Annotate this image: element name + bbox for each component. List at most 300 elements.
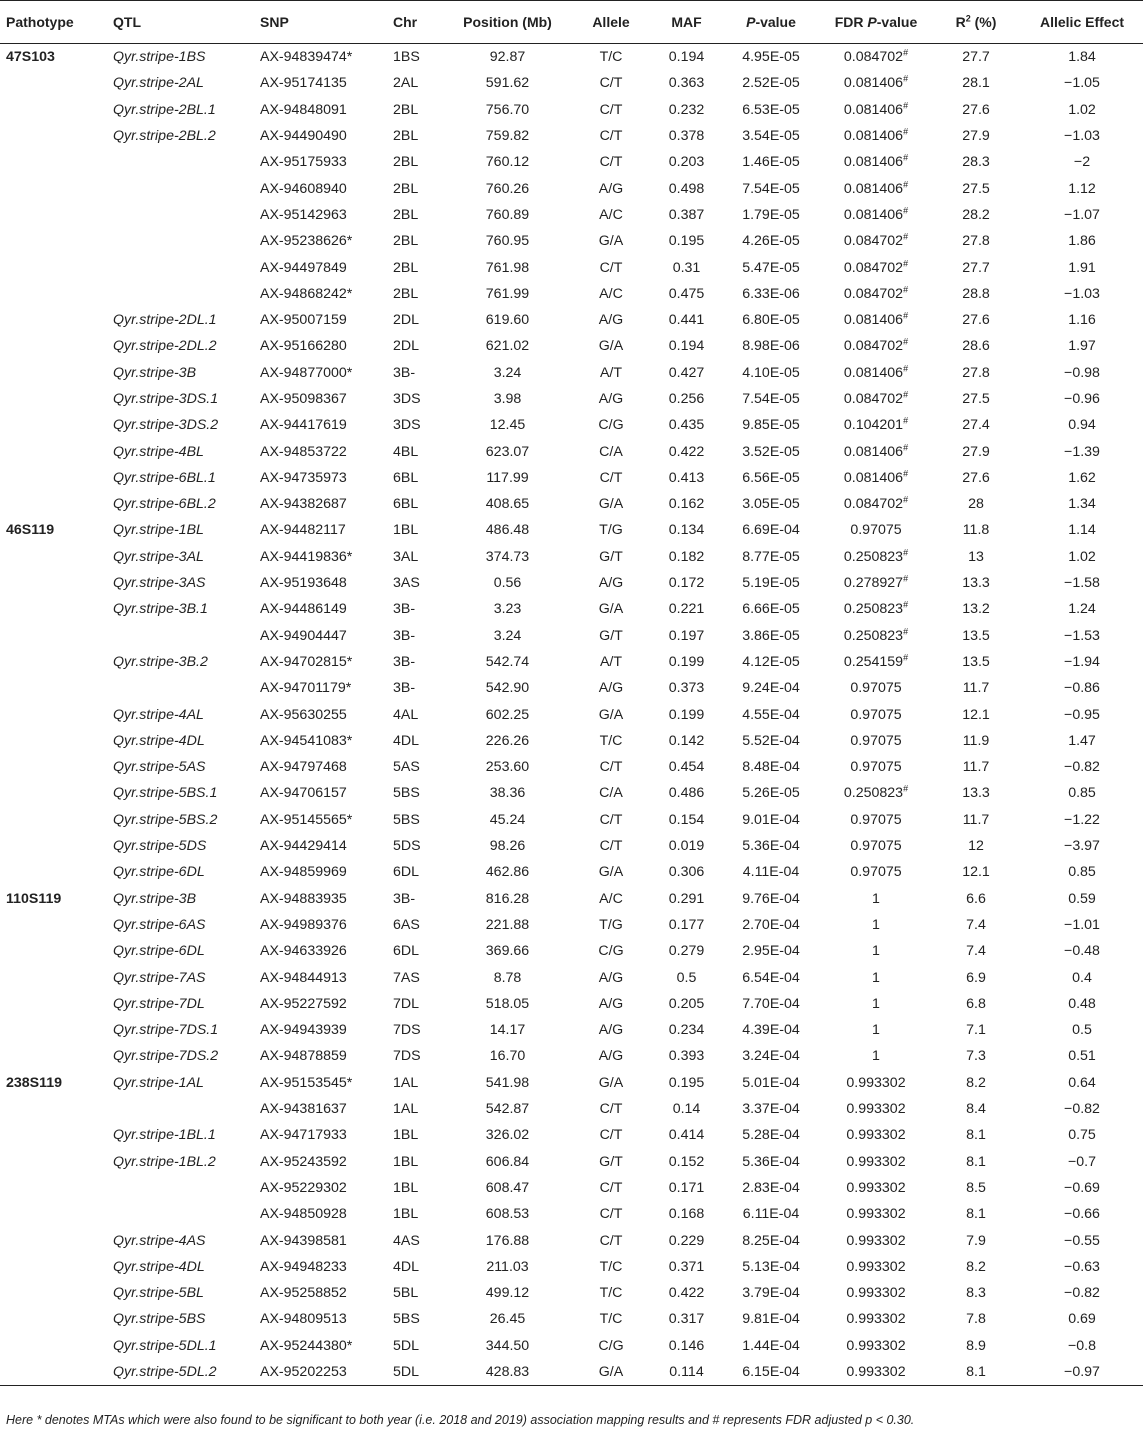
cell-allele-text: G/T bbox=[599, 548, 623, 565]
cell-allele bbox=[570, 517, 652, 543]
cell-fdr-text: 0.081406 bbox=[843, 312, 904, 329]
table-row bbox=[0, 938, 1143, 964]
cell-r2-text: 8.3 bbox=[966, 1285, 986, 1302]
cell-position bbox=[445, 1070, 570, 1096]
cell-position bbox=[445, 570, 570, 596]
cell-pvalue-text: 6.11E-04 bbox=[742, 1206, 800, 1223]
cell-snp-text: AX-94541083* bbox=[260, 732, 353, 749]
table-row bbox=[0, 228, 1143, 254]
cell-position bbox=[445, 517, 570, 543]
cell-qtl-text: Qyr.stripe-3B.1 bbox=[113, 601, 208, 618]
cell-snp-text: AX-94419836* bbox=[260, 548, 353, 565]
cell-fdr bbox=[821, 281, 931, 307]
cell-fdr-text: 0.081406 bbox=[843, 364, 904, 381]
cell-snp-text: AX-94878859 bbox=[260, 1048, 347, 1065]
cell-snp-text: AX-95630255 bbox=[260, 706, 347, 723]
cell-allele-text: C/T bbox=[599, 154, 623, 171]
cell-maf bbox=[652, 1148, 721, 1174]
table-row bbox=[0, 1359, 1143, 1386]
cell-qtl bbox=[109, 1096, 256, 1122]
cell-position bbox=[445, 123, 570, 149]
cell-position-text: 542.87 bbox=[485, 1101, 530, 1118]
cell-allele bbox=[570, 807, 652, 833]
cell-chr-text: 6BL bbox=[393, 469, 419, 486]
cell-maf bbox=[652, 491, 721, 517]
cell-snp-text: AX-95202253 bbox=[260, 1363, 347, 1380]
cell-qtl-text: Qyr.stripe-5BL bbox=[113, 1285, 204, 1302]
cell-qtl bbox=[109, 438, 256, 464]
cell-r2-text: 27.8 bbox=[962, 233, 990, 250]
cell-r2-text: 7.4 bbox=[966, 916, 986, 933]
cell-qtl bbox=[109, 1175, 256, 1201]
cell-qtl-text: Qyr.stripe-3DS.2 bbox=[113, 417, 219, 434]
cell-allele bbox=[570, 1306, 652, 1332]
cell-fdr bbox=[821, 991, 931, 1017]
cell-pvalue bbox=[721, 149, 821, 175]
cell-allele-text: A/T bbox=[599, 653, 623, 670]
cell-position bbox=[445, 360, 570, 386]
cell-position-text: 408.65 bbox=[485, 496, 530, 513]
cell-fdr bbox=[821, 833, 931, 859]
cell-allele-text: C/G bbox=[598, 943, 624, 960]
cell-pvalue bbox=[721, 1227, 821, 1253]
cell-allele bbox=[570, 1280, 652, 1306]
cell-pathotype bbox=[0, 623, 109, 649]
cell-chr-text: 5DL bbox=[393, 1337, 420, 1354]
cell-qtl-text: Qyr.stripe-5BS.1 bbox=[113, 785, 218, 802]
cell-qtl bbox=[109, 1122, 256, 1148]
cell-position bbox=[445, 44, 570, 71]
cell-maf bbox=[652, 623, 721, 649]
cell-maf-text: 0.199 bbox=[668, 653, 705, 670]
cell-chr-text: 3B- bbox=[393, 627, 416, 644]
cell-maf-text: 0.168 bbox=[668, 1206, 705, 1223]
cell-snp-text: AX-95229302 bbox=[260, 1179, 347, 1196]
table-row bbox=[0, 1017, 1143, 1043]
cell-maf-text: 0.019 bbox=[668, 838, 705, 855]
cell-snp bbox=[256, 97, 389, 123]
cell-chr-text: 3DS bbox=[393, 391, 421, 407]
table-row bbox=[0, 833, 1143, 859]
cell-allele-text: A/G bbox=[598, 995, 624, 1012]
cell-pvalue-text: 3.37E-04 bbox=[742, 1101, 800, 1118]
cell-maf-text: 0.197 bbox=[668, 627, 705, 644]
cell-position-text: 760.89 bbox=[485, 206, 530, 223]
cell-allele-text: C/G bbox=[598, 1337, 624, 1354]
cell-allele bbox=[570, 360, 652, 386]
cell-allelic-effect-text: 1.84 bbox=[1068, 49, 1096, 66]
cell-r2-text: 28.3 bbox=[962, 154, 990, 171]
cell-fdr-text: 0.993302 bbox=[846, 1153, 906, 1170]
cell-maf-text: 0.427 bbox=[668, 364, 705, 381]
cell-r2-text: 27.6 bbox=[962, 101, 990, 118]
cell-pvalue bbox=[721, 886, 821, 912]
cell-fdr bbox=[821, 307, 931, 333]
cell-pathotype-text: 238S119 bbox=[6, 1074, 63, 1091]
cell-pvalue bbox=[721, 1333, 821, 1359]
cell-position bbox=[445, 780, 570, 806]
cell-chr bbox=[389, 517, 445, 543]
cell-fdr-text: 0.97075 bbox=[850, 706, 902, 723]
cell-allele bbox=[570, 386, 652, 412]
cell-maf-text: 0.435 bbox=[668, 417, 705, 434]
cell-qtl bbox=[109, 1017, 256, 1043]
cell-pathotype bbox=[0, 1359, 109, 1386]
cell-position bbox=[445, 1175, 570, 1201]
cell-allelic-effect bbox=[1021, 44, 1143, 71]
cell-chr-text: 2DL bbox=[393, 312, 420, 329]
cell-position-text: 176.88 bbox=[485, 1232, 530, 1249]
cell-pathotype bbox=[0, 1333, 109, 1359]
cell-r2 bbox=[931, 1096, 1021, 1122]
cell-fdr bbox=[821, 1175, 931, 1201]
cell-position-text: 16.70 bbox=[489, 1048, 526, 1065]
cell-pvalue-text: 3.79E-04 bbox=[742, 1285, 800, 1302]
cell-allelic-effect bbox=[1021, 1175, 1143, 1201]
cell-position-text: 38.36 bbox=[489, 785, 526, 802]
table-row bbox=[0, 728, 1143, 754]
cell-pvalue bbox=[721, 70, 821, 96]
cell-r2 bbox=[931, 675, 1021, 701]
cell-fdr bbox=[821, 44, 931, 71]
cell-allelic-effect-text: 0.5 bbox=[1072, 1022, 1092, 1039]
cell-r2-text: 6.6 bbox=[966, 890, 986, 907]
cell-snp-text: AX-95007159 bbox=[260, 312, 347, 329]
cell-pathotype bbox=[0, 149, 109, 175]
cell-qtl-text: Qyr.stripe-4AS bbox=[113, 1232, 206, 1249]
cell-position bbox=[445, 1280, 570, 1306]
cell-snp bbox=[256, 412, 389, 438]
cell-pvalue bbox=[721, 44, 821, 71]
cell-allelic-effect bbox=[1021, 281, 1143, 307]
cell-allele-text: G/A bbox=[598, 496, 624, 513]
fdr-hash-marker: # bbox=[903, 415, 909, 426]
table-row bbox=[0, 202, 1143, 228]
cell-fdr-text: 0.993302 bbox=[846, 1258, 906, 1275]
table-row bbox=[0, 97, 1143, 123]
cell-fdr-text: 1 bbox=[872, 1022, 880, 1039]
cell-qtl-text: Qyr.stripe-6AS bbox=[113, 916, 206, 933]
cell-fdr-text: 0.97075 bbox=[850, 732, 902, 749]
cell-r2 bbox=[931, 254, 1021, 280]
cell-snp-text: AX-94608940 bbox=[260, 180, 347, 197]
cell-allelic-effect bbox=[1021, 675, 1143, 701]
cell-fdr bbox=[821, 333, 931, 359]
cell-chr-text: 3B- bbox=[393, 680, 416, 697]
cell-fdr-text: 0.993302 bbox=[846, 1363, 906, 1380]
cell-pvalue bbox=[721, 254, 821, 280]
cell-fdr-text: 0.081406 bbox=[843, 443, 904, 460]
cell-allele-text: T/C bbox=[599, 1311, 623, 1328]
cell-maf bbox=[652, 1122, 721, 1148]
cell-pathotype bbox=[0, 281, 109, 307]
header-pvalue-rest: -value bbox=[755, 14, 796, 30]
cell-allelic-effect bbox=[1021, 1306, 1143, 1332]
cell-pathotype bbox=[0, 807, 109, 833]
cell-pvalue bbox=[721, 360, 821, 386]
cell-fdr-text: 1 bbox=[872, 943, 880, 960]
cell-r2-text: 7.1 bbox=[966, 1022, 986, 1039]
cell-chr-text: 6DL bbox=[393, 864, 420, 881]
cell-snp-text: AX-94848091 bbox=[260, 101, 347, 118]
cell-allele-text: A/G bbox=[598, 391, 624, 407]
cell-chr bbox=[389, 964, 445, 990]
cell-qtl bbox=[109, 807, 256, 833]
cell-qtl bbox=[109, 675, 256, 701]
cell-snp-text: AX-95227592 bbox=[260, 995, 347, 1012]
cell-maf-text: 0.291 bbox=[668, 890, 705, 907]
cell-allelic-effect-text: −0.97 bbox=[1064, 1363, 1100, 1380]
cell-position-text: 760.12 bbox=[485, 154, 530, 171]
cell-fdr-text: 0.97075 bbox=[850, 864, 902, 881]
cell-pvalue-text: 3.52E-05 bbox=[742, 443, 800, 460]
cell-fdr bbox=[821, 517, 931, 543]
table-row bbox=[0, 649, 1143, 675]
cell-chr-text: 2BL bbox=[393, 128, 419, 145]
cell-chr bbox=[389, 1254, 445, 1280]
cell-allele bbox=[570, 859, 652, 885]
cell-r2 bbox=[931, 1227, 1021, 1253]
cell-position-text: 3.24 bbox=[493, 364, 522, 381]
cell-pvalue bbox=[721, 570, 821, 596]
cell-fdr-text: 0.250823 bbox=[843, 627, 904, 644]
header-r2-base: R bbox=[955, 14, 966, 30]
cell-pathotype bbox=[0, 517, 109, 543]
cell-maf-text: 0.373 bbox=[668, 680, 705, 697]
cell-chr bbox=[389, 649, 445, 675]
cell-chr-text: 5BS bbox=[393, 1311, 420, 1328]
cell-allelic-effect bbox=[1021, 754, 1143, 780]
cell-r2 bbox=[931, 97, 1021, 123]
cell-snp bbox=[256, 701, 389, 727]
cell-pvalue bbox=[721, 964, 821, 990]
cell-allelic-effect-text: −0.66 bbox=[1064, 1206, 1100, 1223]
cell-chr-text: 4AL bbox=[393, 706, 419, 723]
cell-position-text: 3.24 bbox=[493, 627, 522, 644]
cell-allelic-effect bbox=[1021, 1254, 1143, 1280]
cell-allele bbox=[570, 123, 652, 149]
cell-r2 bbox=[931, 123, 1021, 149]
cell-allelic-effect bbox=[1021, 202, 1143, 228]
cell-snp bbox=[256, 254, 389, 280]
cell-position-text: 621.02 bbox=[485, 338, 530, 355]
cell-pvalue bbox=[721, 1359, 821, 1386]
fdr-hash-marker: # bbox=[903, 652, 909, 663]
cell-position-text: 369.66 bbox=[485, 943, 530, 960]
cell-allele-text: T/C bbox=[599, 49, 623, 66]
cell-chr bbox=[389, 491, 445, 517]
cell-maf-text: 0.195 bbox=[668, 233, 705, 250]
header-allele: Allele bbox=[570, 1, 652, 44]
cell-chr-text: 6BL bbox=[393, 496, 419, 513]
cell-qtl-text: Qyr.stripe-1BL.1 bbox=[113, 1127, 216, 1144]
cell-allelic-effect bbox=[1021, 517, 1143, 543]
cell-chr bbox=[389, 281, 445, 307]
cell-chr bbox=[389, 438, 445, 464]
cell-snp-text: AX-94809513 bbox=[260, 1311, 347, 1328]
cell-qtl bbox=[109, 123, 256, 149]
cell-fdr bbox=[821, 1201, 931, 1227]
cell-allelic-effect-text: −1.07 bbox=[1064, 206, 1100, 223]
cell-fdr-text: 0.081406 bbox=[843, 154, 904, 171]
cell-maf-text: 0.5 bbox=[676, 969, 697, 986]
cell-fdr bbox=[821, 938, 931, 964]
cell-position-text: 542.90 bbox=[485, 680, 530, 697]
cell-chr bbox=[389, 1017, 445, 1043]
cell-maf-text: 0.146 bbox=[668, 1337, 705, 1354]
cell-chr bbox=[389, 70, 445, 96]
cell-maf bbox=[652, 333, 721, 359]
cell-snp bbox=[256, 1096, 389, 1122]
cell-pathotype bbox=[0, 175, 109, 201]
cell-allelic-effect-text: 0.51 bbox=[1068, 1048, 1096, 1065]
cell-position-text: 602.25 bbox=[485, 706, 530, 723]
cell-allelic-effect-text: −0.55 bbox=[1064, 1232, 1100, 1249]
cell-snp-text: AX-95244380* bbox=[260, 1337, 353, 1354]
cell-position-text: 608.53 bbox=[485, 1206, 530, 1223]
cell-qtl bbox=[109, 754, 256, 780]
table-row bbox=[0, 517, 1143, 543]
cell-allele bbox=[570, 1043, 652, 1069]
cell-position-text: 623.07 bbox=[485, 443, 530, 460]
cell-allelic-effect bbox=[1021, 964, 1143, 990]
cell-maf-text: 0.142 bbox=[668, 732, 705, 749]
cell-fdr-text: 0.084702 bbox=[843, 496, 904, 513]
cell-allelic-effect bbox=[1021, 544, 1143, 570]
cell-r2-text: 7.9 bbox=[966, 1232, 986, 1249]
cell-maf-text: 0.182 bbox=[668, 548, 705, 565]
cell-r2 bbox=[931, 44, 1021, 71]
cell-maf bbox=[652, 1359, 721, 1386]
cell-snp-text: AX-94943939 bbox=[260, 1022, 347, 1039]
cell-chr bbox=[389, 675, 445, 701]
cell-qtl-text: Qyr.stripe-5DL.1 bbox=[113, 1337, 217, 1354]
cell-maf-text: 0.171 bbox=[668, 1179, 705, 1196]
cell-qtl bbox=[109, 149, 256, 175]
cell-r2 bbox=[931, 701, 1021, 727]
cell-pathotype bbox=[0, 1280, 109, 1306]
cell-pvalue bbox=[721, 1096, 821, 1122]
cell-pathotype bbox=[0, 1148, 109, 1174]
cell-pvalue-text: 8.25E-04 bbox=[742, 1232, 800, 1249]
cell-chr-text: 2BL bbox=[393, 154, 419, 171]
cell-allelic-effect-text: 0.75 bbox=[1068, 1127, 1096, 1144]
cell-chr bbox=[389, 938, 445, 964]
cell-r2-text: 11.9 bbox=[962, 732, 990, 749]
cell-fdr bbox=[821, 1333, 931, 1359]
cell-r2 bbox=[931, 886, 1021, 912]
cell-r2 bbox=[931, 386, 1021, 412]
cell-position-text: 462.86 bbox=[485, 864, 530, 881]
cell-allelic-effect-text: 1.24 bbox=[1068, 601, 1096, 618]
cell-allelic-effect-text: −2 bbox=[1073, 154, 1091, 171]
cell-position-text: 3.23 bbox=[493, 601, 522, 618]
cell-snp bbox=[256, 307, 389, 333]
cell-allele bbox=[570, 623, 652, 649]
cell-allelic-effect-text: 1.62 bbox=[1068, 469, 1096, 486]
cell-pvalue bbox=[721, 281, 821, 307]
cell-maf bbox=[652, 1280, 721, 1306]
cell-position bbox=[445, 228, 570, 254]
cell-snp bbox=[256, 886, 389, 912]
cell-allelic-effect bbox=[1021, 1096, 1143, 1122]
table-row bbox=[0, 412, 1143, 438]
cell-pvalue-text: 8.48E-04 bbox=[742, 759, 800, 776]
cell-maf-text: 0.306 bbox=[668, 864, 705, 881]
cell-allelic-effect bbox=[1021, 780, 1143, 806]
cell-fdr-text: 0.97075 bbox=[850, 838, 902, 855]
cell-pathotype bbox=[0, 465, 109, 491]
cell-snp bbox=[256, 1306, 389, 1332]
cell-r2-text: 27.8 bbox=[962, 364, 990, 381]
cell-position bbox=[445, 412, 570, 438]
cell-snp bbox=[256, 1175, 389, 1201]
cell-position-text: 816.28 bbox=[485, 890, 530, 907]
cell-chr-text: 5DL bbox=[393, 1363, 420, 1380]
table-row bbox=[0, 123, 1143, 149]
table-row bbox=[0, 754, 1143, 780]
cell-qtl bbox=[109, 491, 256, 517]
cell-maf bbox=[652, 1227, 721, 1253]
cell-snp-text: AX-95243592 bbox=[260, 1153, 347, 1170]
cell-allele bbox=[570, 1175, 652, 1201]
cell-qtl-text: Qyr.stripe-6DL bbox=[113, 943, 205, 960]
cell-allele bbox=[570, 1070, 652, 1096]
cell-fdr bbox=[821, 596, 931, 622]
cell-pvalue bbox=[721, 491, 821, 517]
cell-position-text: 499.12 bbox=[485, 1285, 530, 1302]
cell-snp bbox=[256, 649, 389, 675]
cell-qtl bbox=[109, 70, 256, 96]
cell-r2 bbox=[931, 1122, 1021, 1148]
cell-maf-text: 0.195 bbox=[668, 1074, 705, 1091]
cell-allelic-effect-text: −0.82 bbox=[1064, 759, 1100, 776]
fdr-hash-marker: # bbox=[903, 310, 909, 321]
cell-position-text: 542.74 bbox=[485, 653, 530, 670]
cell-snp bbox=[256, 149, 389, 175]
cell-pathotype bbox=[0, 1254, 109, 1280]
cell-fdr bbox=[821, 1254, 931, 1280]
cell-chr-text: 7DL bbox=[393, 995, 420, 1012]
cell-pvalue-text: 3.86E-05 bbox=[742, 627, 800, 644]
cell-pathotype bbox=[0, 701, 109, 727]
cell-snp bbox=[256, 228, 389, 254]
cell-maf bbox=[652, 570, 721, 596]
cell-allelic-effect-text: −0.69 bbox=[1064, 1179, 1100, 1196]
cell-chr bbox=[389, 1306, 445, 1332]
cell-chr bbox=[389, 701, 445, 727]
cell-fdr-text: 0.084702 bbox=[843, 391, 904, 407]
cell-allele bbox=[570, 149, 652, 175]
cell-snp-text: AX-95166280 bbox=[260, 338, 347, 355]
cell-allelic-effect bbox=[1021, 1017, 1143, 1043]
cell-maf-text: 0.14 bbox=[672, 1101, 701, 1118]
cell-allelic-effect bbox=[1021, 1201, 1143, 1227]
cell-r2-text: 27.4 bbox=[962, 417, 990, 434]
table-row bbox=[0, 964, 1143, 990]
cell-position-text: 326.02 bbox=[485, 1127, 530, 1144]
cell-allele-text: C/T bbox=[599, 838, 623, 855]
cell-pathotype bbox=[0, 596, 109, 622]
cell-r2-text: 12 bbox=[968, 838, 984, 855]
cell-chr bbox=[389, 175, 445, 201]
table-row bbox=[0, 570, 1143, 596]
cell-maf-text: 0.486 bbox=[668, 785, 705, 802]
header-r2-rest: (%) bbox=[970, 14, 997, 30]
cell-allelic-effect-text: −0.82 bbox=[1064, 1101, 1100, 1118]
cell-maf-text: 0.498 bbox=[668, 180, 705, 197]
cell-maf-text: 0.363 bbox=[668, 75, 705, 92]
